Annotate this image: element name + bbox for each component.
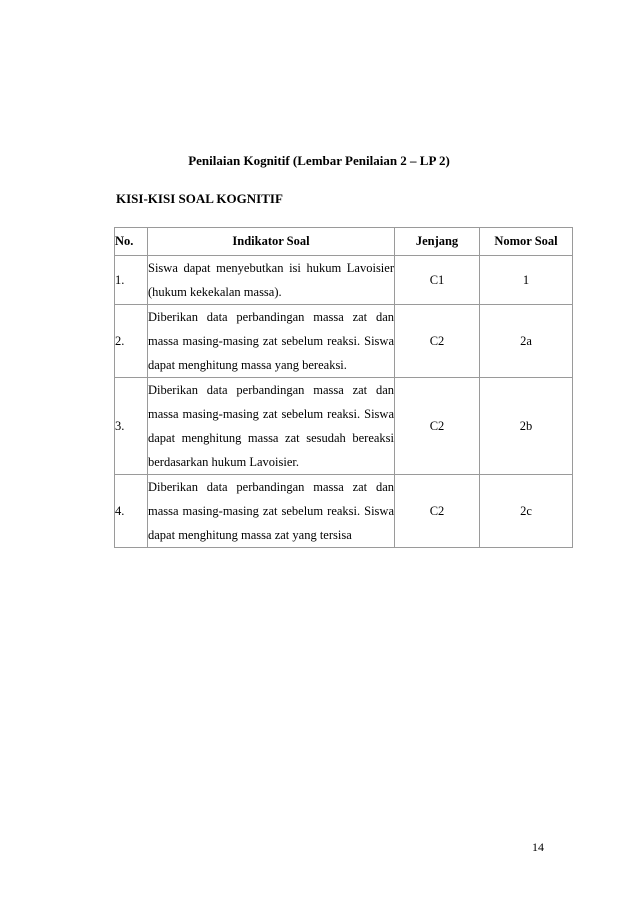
header-jenjang: Jenjang (395, 228, 480, 256)
cell-jenjang: C2 (395, 475, 480, 548)
cell-indikator: Siswa dapat menyebutkan isi hukum Lavoisier (hukum kekekalan massa). (148, 256, 395, 305)
cell-nomor-soal: 1 (480, 256, 573, 305)
cell-no: 2. (115, 305, 148, 378)
cell-indikator: Diberikan data perbandingan massa zat dan massa masing-masing zat sebelum reaksi. Siswa dapat menghitung massa yang bereaksi. (148, 305, 395, 378)
header-indikator: Indikator Soal (148, 228, 395, 256)
kisi-kisi-table (114, 227, 573, 548)
table-header-row (115, 228, 573, 256)
section-heading: KISI-KISI SOAL KOGNITIF (116, 191, 283, 206)
cell-jenjang: C1 (395, 256, 480, 305)
cell-indikator: Diberikan data perbandingan massa zat dan massa masing-masing zat sebelum reaksi. Siswa dapat menghitung massa zat yang tersisa (148, 475, 395, 548)
cell-jenjang: C2 (395, 378, 480, 475)
table-row (115, 256, 573, 305)
cell-indikator: Diberikan data perbandingan massa zat dan massa masing-masing zat sebelum reaksi. Siswa dapat menghitung massa zat sesudah bereaksi berdasarkan hukum Lavoisier. (148, 378, 395, 475)
header-nomor-soal: Nomor Soal (480, 228, 573, 256)
cell-nomor-soal: 2a (480, 305, 573, 378)
cell-no: 4. (115, 475, 148, 548)
cell-nomor-soal: 2b (480, 378, 573, 475)
table-row (115, 305, 573, 378)
page-number: 14 (532, 840, 544, 854)
cell-nomor-soal: 2c (480, 475, 573, 548)
cell-no: 1. (115, 256, 148, 305)
page-title: Penilaian Kognitif (Lembar Penilaian 2 – LP 2) (188, 153, 450, 168)
cell-jenjang: C2 (395, 305, 480, 378)
header-no: No. (115, 228, 148, 256)
table-row (115, 378, 573, 475)
table-row (115, 475, 573, 548)
cell-no: 3. (115, 378, 148, 475)
